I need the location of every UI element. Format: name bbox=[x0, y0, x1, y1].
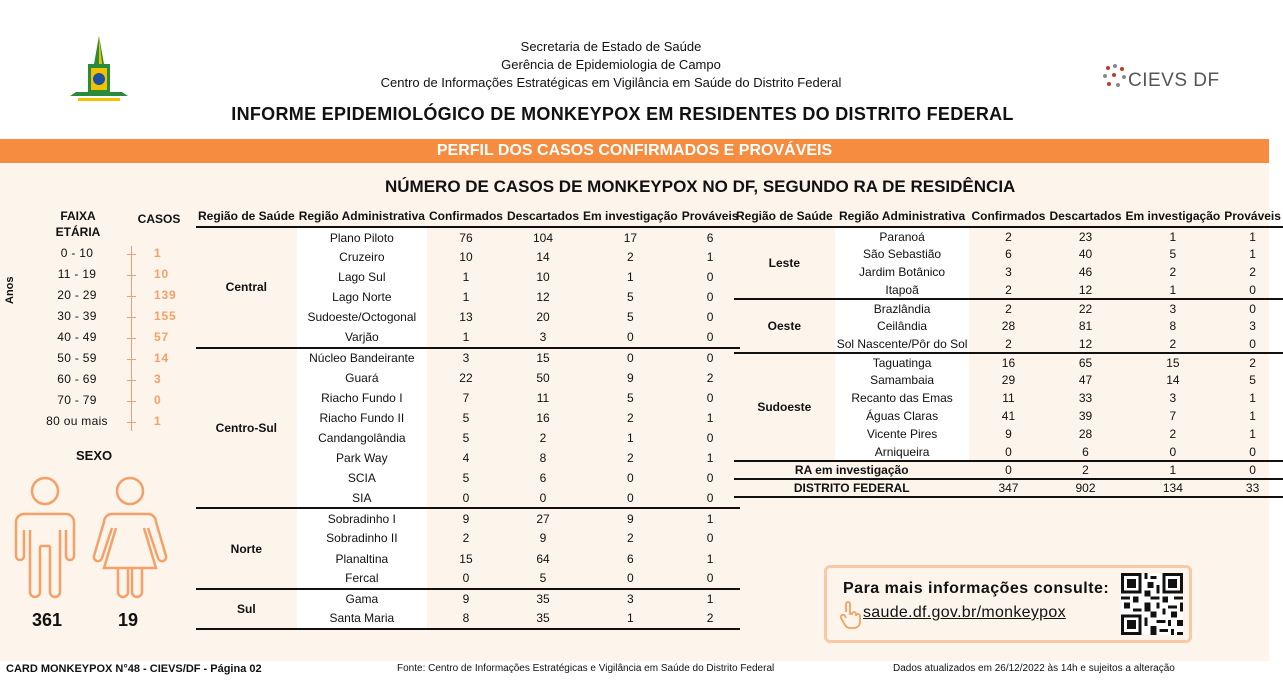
value-cell: 1 bbox=[462, 270, 470, 285]
value-cell: 35 bbox=[505, 609, 581, 629]
age-axis-tick bbox=[127, 296, 136, 297]
value-cell: 12 bbox=[536, 290, 550, 305]
value-cell: 5 bbox=[1169, 247, 1177, 261]
ra-name-cell: Lago Norte bbox=[297, 287, 427, 307]
value-cell: 15 bbox=[459, 551, 473, 566]
value-cell: 0 bbox=[969, 443, 1047, 461]
age-axis-tick bbox=[127, 338, 136, 339]
value-cell: 104 bbox=[532, 230, 554, 245]
total-value-cell: 347 bbox=[969, 479, 1047, 497]
value-cell: 5 bbox=[627, 290, 634, 305]
ra-name-cell: Candangolândia bbox=[297, 428, 427, 448]
value-cell: 1 bbox=[1249, 247, 1256, 261]
ra-name-cell: Arniqueira bbox=[835, 443, 970, 461]
health-region-cell: Centro-Sul bbox=[196, 348, 297, 509]
age-axis-tick bbox=[127, 380, 136, 381]
age-axis-tick bbox=[127, 317, 136, 318]
male-count: 361 bbox=[32, 610, 63, 630]
total-value-cell: 0 bbox=[969, 461, 1047, 479]
value-cell: 5 bbox=[627, 390, 634, 405]
age-axis-label: Anos bbox=[4, 276, 16, 304]
info-link[interactable]: saude.df.gov.br/monkeypox bbox=[863, 604, 1066, 621]
value-cell: 0 bbox=[505, 488, 581, 508]
total-value-cell: 0 bbox=[1222, 461, 1283, 479]
value-cell: 1 bbox=[706, 592, 714, 607]
value-cell: 0 bbox=[1222, 281, 1283, 299]
value-cell: 64 bbox=[536, 551, 550, 566]
value-cell: 81 bbox=[1078, 319, 1093, 333]
ra-name-cell: Varjão bbox=[297, 327, 427, 347]
table-row bbox=[734, 353, 1283, 371]
value-cell: 6 bbox=[706, 230, 714, 245]
value-cell: 2 bbox=[1249, 265, 1256, 279]
ra-name-cell: Gama bbox=[297, 589, 427, 609]
value-cell: 1 bbox=[1249, 391, 1256, 405]
value-cell: 9 bbox=[627, 511, 634, 526]
value-cell: 5 bbox=[462, 410, 470, 425]
value-cell: 5 bbox=[462, 430, 470, 445]
value-cell: 2 bbox=[627, 410, 634, 425]
value-cell: 6 bbox=[627, 551, 634, 566]
ra-name-cell: Ceilândia bbox=[835, 317, 970, 335]
value-cell: 8 bbox=[1169, 319, 1177, 333]
value-cell: 0 bbox=[680, 488, 741, 508]
value-cell: 5 bbox=[1249, 373, 1256, 387]
age-case-count: 14 bbox=[154, 351, 169, 365]
value-cell: 3 bbox=[1169, 391, 1177, 405]
health-region-cell: Sul bbox=[196, 589, 297, 629]
value-cell: 1 bbox=[581, 609, 680, 629]
value-cell: 0 bbox=[680, 327, 741, 347]
value-cell: 1 bbox=[1249, 409, 1256, 423]
female-figure-icon bbox=[92, 474, 168, 598]
value-cell: 2 bbox=[1005, 229, 1012, 244]
col-header: Região Administrativa bbox=[297, 205, 427, 227]
value-cell: 1 bbox=[706, 250, 714, 265]
col-header: Prováveis bbox=[680, 205, 741, 227]
table-row bbox=[196, 508, 740, 528]
value-cell: 1 bbox=[706, 551, 714, 566]
age-case-count: 1 bbox=[154, 414, 162, 428]
value-cell: 9 bbox=[462, 511, 470, 526]
value-cell: 0 bbox=[427, 569, 505, 589]
value-cell: 1 bbox=[1124, 281, 1223, 299]
pointer-hand-icon bbox=[839, 600, 861, 630]
page-title: INFORME EPIDEMIOLÓGICO DE MONKEYPOX EM RESIDENTES DO DISTRITO FEDERAL bbox=[231, 104, 1014, 124]
value-cell: 3 bbox=[462, 351, 470, 366]
ra-name-cell: Sobradinho I bbox=[297, 508, 427, 528]
value-cell: 0 bbox=[706, 430, 714, 445]
value-cell: 22 bbox=[459, 370, 473, 385]
age-axis-tick bbox=[127, 254, 136, 255]
value-cell: 1 bbox=[1169, 229, 1177, 244]
age-range-label: 30 - 39 bbox=[57, 309, 97, 323]
value-cell: 0 bbox=[1124, 443, 1223, 461]
value-cell: 41 bbox=[1001, 409, 1016, 423]
age-case-count: 139 bbox=[154, 288, 177, 302]
total-row bbox=[734, 461, 1283, 479]
ra-name-cell: Jardim Botânico bbox=[835, 263, 970, 281]
col-header: Descartados bbox=[505, 205, 581, 227]
value-cell: 1 bbox=[706, 451, 714, 466]
table-row bbox=[196, 348, 740, 368]
total-label-cell: DISTRITO FEDERAL bbox=[734, 479, 969, 497]
value-cell: 12 bbox=[1047, 281, 1123, 299]
value-cell: 2 bbox=[1005, 301, 1012, 316]
total-value-cell: 2 bbox=[1047, 461, 1123, 479]
value-cell: 1 bbox=[1249, 427, 1256, 441]
age-range-label: 40 - 49 bbox=[57, 330, 97, 344]
value-cell: 3 bbox=[1249, 319, 1256, 333]
age-range-label: 50 - 59 bbox=[57, 351, 97, 365]
value-cell: 14 bbox=[536, 250, 550, 265]
value-cell: 16 bbox=[1001, 355, 1016, 370]
age-axis-tick bbox=[127, 275, 136, 276]
value-cell: 15 bbox=[536, 351, 550, 366]
ra-name-cell: Park Way bbox=[297, 448, 427, 468]
value-cell: 12 bbox=[1047, 335, 1123, 353]
table-row bbox=[196, 227, 740, 247]
ra-name-cell: Riacho Fundo I bbox=[297, 388, 427, 408]
health-region-cell: Sudoeste bbox=[734, 353, 835, 461]
value-cell: 2 bbox=[627, 250, 634, 265]
value-cell: 0 bbox=[581, 569, 680, 589]
header-line-1: Secretaria de Estado de Saúde bbox=[520, 39, 702, 54]
value-cell: 0 bbox=[1249, 301, 1256, 316]
ra-name-cell: SIA bbox=[297, 488, 427, 508]
total-value-cell: 902 bbox=[1047, 479, 1123, 497]
ra-name-cell: Taguatinga bbox=[835, 353, 970, 371]
col-header: Confirmados bbox=[969, 205, 1047, 227]
value-cell: 2 bbox=[1124, 335, 1223, 353]
value-cell: 6 bbox=[539, 471, 547, 486]
col-header: Confirmados bbox=[427, 205, 505, 227]
value-cell: 2 bbox=[680, 609, 741, 629]
age-range-label: 80 ou mais bbox=[46, 414, 108, 428]
value-cell: 13 bbox=[459, 310, 473, 325]
ra-name-cell: Vicente Pires bbox=[835, 425, 970, 443]
value-cell: 10 bbox=[536, 270, 550, 285]
total-value-cell: 134 bbox=[1124, 479, 1223, 497]
value-cell: 8 bbox=[427, 609, 505, 629]
age-axis-tick bbox=[127, 359, 136, 360]
value-cell: 23 bbox=[1078, 229, 1093, 244]
value-cell: 39 bbox=[1078, 409, 1093, 423]
value-cell: 1 bbox=[627, 270, 634, 285]
value-cell: 17 bbox=[623, 230, 638, 245]
value-cell: 28 bbox=[1001, 319, 1016, 333]
age-case-count: 155 bbox=[154, 309, 177, 323]
value-cell: 1 bbox=[706, 410, 714, 425]
ra-name-cell: SCIA bbox=[297, 468, 427, 488]
value-cell: 0 bbox=[627, 351, 634, 366]
value-cell: 1 bbox=[627, 430, 634, 445]
ra-name-cell: Itapoã bbox=[835, 281, 970, 299]
ra-name-cell: Plano Piloto bbox=[297, 227, 427, 247]
value-cell: 0 bbox=[627, 471, 634, 486]
health-region-cell: Central bbox=[196, 227, 297, 348]
value-cell: 46 bbox=[1078, 265, 1093, 279]
age-range-label: 20 - 29 bbox=[57, 288, 97, 302]
value-cell: 0 bbox=[706, 351, 714, 366]
health-region-cell: Norte bbox=[196, 508, 297, 588]
age-header-faixa: FAIXA ETÁRIA bbox=[55, 209, 101, 239]
value-cell: 76 bbox=[459, 230, 473, 245]
age-case-count: 1 bbox=[154, 246, 162, 260]
ra-name-cell: Brazlândia bbox=[835, 299, 970, 317]
value-cell: 1 bbox=[706, 511, 714, 526]
value-cell: 3 bbox=[627, 592, 634, 607]
value-cell: 16 bbox=[536, 410, 550, 425]
table-row bbox=[734, 299, 1283, 317]
ra-name-cell: Sobradinho II bbox=[297, 528, 427, 548]
ra-name-cell: Núcleo Bandeirante bbox=[297, 348, 427, 368]
ra-name-cell: Planaltina bbox=[297, 549, 427, 569]
value-cell: 5 bbox=[627, 310, 634, 325]
value-cell: 2 bbox=[1249, 355, 1256, 370]
value-cell: 0 bbox=[581, 327, 680, 347]
value-cell: 11 bbox=[1002, 391, 1015, 405]
value-cell: 0 bbox=[680, 569, 741, 589]
ra-name-cell: Recanto das Emas bbox=[835, 389, 970, 407]
value-cell: 2 bbox=[969, 335, 1047, 353]
total-row bbox=[734, 479, 1283, 497]
ra-table-right bbox=[734, 205, 1283, 498]
age-case-count: 57 bbox=[154, 330, 169, 344]
ra-name-cell: Cruzeiro bbox=[297, 247, 427, 267]
value-cell: 47 bbox=[1078, 373, 1093, 387]
value-cell: 15 bbox=[1166, 355, 1180, 370]
value-cell: 2 bbox=[969, 281, 1047, 299]
age-header-casos: CASOS bbox=[137, 212, 181, 226]
col-header: Prováveis bbox=[1222, 205, 1283, 227]
total-value-cell: 33 bbox=[1222, 479, 1283, 497]
value-cell: 2 bbox=[1169, 265, 1177, 279]
age-case-count: 10 bbox=[154, 267, 169, 281]
ra-name-cell: Paranoá bbox=[835, 227, 970, 245]
table-header-row bbox=[734, 205, 1283, 227]
value-cell: 9 bbox=[539, 531, 547, 546]
value-cell: 3 bbox=[505, 327, 581, 347]
ra-name-cell: Fercal bbox=[297, 569, 427, 589]
ra-name-cell: Riacho Fundo II bbox=[297, 408, 427, 428]
ra-name-cell: Águas Claras bbox=[835, 407, 970, 425]
value-cell: 6 bbox=[1047, 443, 1123, 461]
info-box bbox=[824, 565, 1192, 643]
female-count: 19 bbox=[118, 610, 139, 630]
value-cell: 65 bbox=[1078, 355, 1093, 370]
value-cell: 5 bbox=[462, 471, 470, 486]
header-line-2: Gerência de Epidemiologia de Campo bbox=[501, 57, 721, 72]
age-range-label: 11 - 19 bbox=[57, 267, 97, 281]
footer-card: CARD MONKEYPOX N°48 - CIEVS/DF - Página 02 bbox=[6, 663, 262, 675]
col-header: Em investigação bbox=[1124, 205, 1223, 227]
value-cell: 4 bbox=[462, 451, 470, 466]
value-cell: 9 bbox=[1005, 427, 1012, 441]
table-header-row bbox=[196, 205, 740, 227]
value-cell: 50 bbox=[536, 370, 550, 385]
value-cell: 6 bbox=[1005, 247, 1012, 261]
value-cell: 0 bbox=[706, 531, 714, 546]
col-header: Em investigação bbox=[581, 205, 680, 227]
ra-name-cell: Sol Nascente/Pôr do Sol bbox=[835, 335, 970, 353]
header-lines bbox=[0, 38, 1222, 92]
age-axis-tick bbox=[127, 422, 136, 423]
value-cell: 11 bbox=[536, 390, 550, 405]
value-cell: 33 bbox=[1078, 391, 1093, 405]
value-cell: 3 bbox=[1005, 265, 1012, 279]
value-cell: 1 bbox=[427, 327, 505, 347]
col-header: Região de Saúde bbox=[734, 205, 835, 227]
total-label-cell: RA em investigação bbox=[734, 461, 969, 479]
value-cell: 14 bbox=[1166, 373, 1180, 387]
footer-fonte: Fonte: Centro de Informações Estratégicas e Vigilância em Saúde do Distrito Federal bbox=[397, 663, 775, 674]
value-cell: 27 bbox=[536, 511, 550, 526]
value-cell: 10 bbox=[459, 250, 473, 265]
male-figure-icon bbox=[14, 474, 76, 598]
health-region-cell: Oeste bbox=[734, 299, 835, 353]
section-band: PERFIL DOS CASOS CONFIRMADOS E PROVÁVEIS bbox=[0, 139, 1269, 163]
value-cell: 7 bbox=[462, 390, 470, 405]
ra-name-cell: Samambaia bbox=[835, 371, 970, 389]
value-cell: 35 bbox=[536, 592, 550, 607]
value-cell: 1 bbox=[462, 290, 470, 305]
ra-name-cell: Sudoeste/Octogonal bbox=[297, 307, 427, 327]
age-axis-tick bbox=[127, 401, 136, 402]
sex-label: SEXO bbox=[76, 448, 113, 463]
value-cell: 2 bbox=[627, 531, 634, 546]
value-cell: 29 bbox=[1001, 373, 1016, 387]
ra-table-left bbox=[196, 205, 740, 630]
table-title: NÚMERO DE CASOS DE MONKEYPOX NO DF, SEGUNDO RA DE RESIDÊNCIA bbox=[385, 177, 1016, 196]
age-case-count: 3 bbox=[154, 372, 162, 386]
value-cell: 0 bbox=[1222, 335, 1283, 353]
value-cell: 1 bbox=[1249, 229, 1256, 244]
value-cell: 2 bbox=[627, 451, 634, 466]
value-cell: 2 bbox=[706, 370, 714, 385]
ra-name-cell: Santa Maria bbox=[297, 609, 427, 629]
value-cell: 0 bbox=[706, 390, 714, 405]
info-title: Para mais informações consulte: bbox=[843, 580, 1110, 597]
age-case-count: 0 bbox=[154, 393, 162, 407]
value-cell: 22 bbox=[1078, 301, 1093, 316]
col-header: Região Administrativa bbox=[835, 205, 970, 227]
header-line-3: Centro de Informações Estratégicas em Vigilância em Saúde do Distrito Federal bbox=[380, 75, 842, 90]
value-cell: 8 bbox=[539, 451, 547, 466]
value-cell: 3 bbox=[1169, 301, 1177, 316]
value-cell: 0 bbox=[706, 471, 714, 486]
age-range-label: 0 - 10 bbox=[60, 246, 94, 260]
value-cell: 0 bbox=[427, 488, 505, 508]
value-cell: 2 bbox=[539, 430, 547, 445]
cievs-logo-text: CIEVS DF bbox=[1128, 70, 1220, 91]
value-cell: 0 bbox=[1222, 443, 1283, 461]
value-cell: 0 bbox=[706, 310, 714, 325]
value-cell: 0 bbox=[706, 290, 714, 305]
table-row bbox=[196, 589, 740, 609]
value-cell: 28 bbox=[1078, 427, 1093, 441]
value-cell: 2 bbox=[1169, 427, 1177, 441]
ra-name-cell: Guará bbox=[297, 368, 427, 388]
total-value-cell: 1 bbox=[1124, 461, 1223, 479]
value-cell: 7 bbox=[1169, 409, 1177, 423]
value-cell: 40 bbox=[1078, 247, 1093, 261]
col-header: Descartados bbox=[1047, 205, 1123, 227]
value-cell: 2 bbox=[462, 531, 470, 546]
footer-dados: Dados atualizados em 26/12/2022 às 14h e sujeitos a alteração bbox=[893, 663, 1175, 674]
value-cell: 9 bbox=[462, 592, 470, 607]
col-header: Região de Saúde bbox=[196, 205, 297, 227]
ra-name-cell: Lago Sul bbox=[297, 267, 427, 287]
value-cell: 0 bbox=[706, 270, 714, 285]
qr-code-icon bbox=[1121, 573, 1183, 635]
age-range-label: 70 - 79 bbox=[57, 393, 97, 407]
value-cell: 9 bbox=[627, 370, 634, 385]
value-cell: 20 bbox=[536, 310, 550, 325]
table-row bbox=[734, 227, 1283, 245]
age-range-label: 60 - 69 bbox=[57, 372, 97, 386]
health-region-cell: Leste bbox=[734, 227, 835, 299]
ra-name-cell: São Sebastião bbox=[835, 245, 970, 263]
value-cell: 0 bbox=[581, 488, 680, 508]
value-cell: 5 bbox=[505, 569, 581, 589]
